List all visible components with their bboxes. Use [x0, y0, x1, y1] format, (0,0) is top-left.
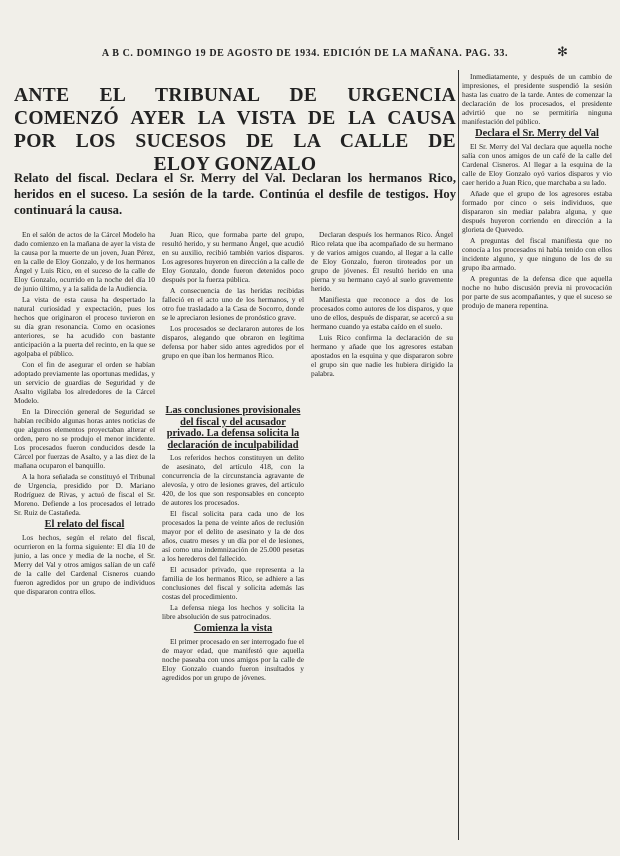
headline-line-1: ANTE EL TRIBUNAL DE URGENCIA: [14, 85, 456, 106]
page-header: A B C. DOMINGO 19 DE AGOSTO DE 1934. EDICIÓN DE LA MAÑANA. PAG. 33.: [101, 48, 509, 59]
paragraph: En la Dirección general de Seguridad se habían recibido algunas horas antes noticias de que algunos elementos proyectaban alterar el orden, pero no se produjo el menor incidente. Los procesados fueron conducidos desde la Cárcel por fuerzas de Asalto, y a las diez de la mañana ocuparon el banquillo.: [14, 407, 155, 470]
paragraph: Manifiesta que reconoce a dos de los procesados como autores de los disparos, y que uno de ellos, después de disparar, se acercó a su hermano cuando ya estaba caído en el suelo.: [311, 295, 453, 331]
column-1: [14, 230, 155, 840]
headline: [14, 84, 456, 176]
paragraph: A preguntas de la defensa dice que aquella noche no hubo discusión previa ni provocación por parte de sus acompañantes, y que el suceso se produjo de manera repentina.: [462, 273, 612, 310]
paragraph: A consecuencia de las heridas recibidas falleció en el acto uno de los hermanos, y el otro fue trasladado a la Casa de Socorro, donde se le apreciaron lesiones de pronóstico grave.: [162, 286, 304, 322]
paragraph: A la hora señalada se constituyó el Tribunal de Urgencia, presidido por D. Mariano Rodríguez de Rivas, y actuó de fiscal el Sr. Moreno. Defiende a los procesados el letrado Sr. Ruiz de Castañeda.: [14, 472, 155, 517]
paragraph: El fiscal solicita para cada uno de los procesados la pena de veinte años de reclusión mayor por el delito de asesinato y la de dos años, cuatro meses y un día por el de lesiones, así como una indemnización de 25.000 pesetas a los herederos del fallecido.: [162, 509, 304, 563]
paragraph: Añade que el grupo de los agresores estaba formado por cinco o seis individuos, que dispararon sin mediar palabra alguna, y que después huyeron corriendo en dirección a la glorieta de Quevedo.: [462, 188, 612, 234]
headline-line-2: COMENZÓ AYER LA VISTA DE LA CAUSA: [14, 108, 456, 129]
headline-line-3: POR LOS SUCESOS DE LA CALLE DE: [14, 131, 456, 152]
section-heading: Comienza la vista: [193, 623, 273, 634]
paragraph: Los procesados se declararon autores de los disparos, alegando que obraron en legítima defensa por haber sido antes agredidos por el grupo en que iban los hermanos Rico.: [162, 324, 304, 360]
star-icon: ✻: [557, 44, 568, 59]
paragraph: Juan Rico, que formaba parte del grupo, resultó herido, y su hermano Ángel, que acudió en su auxilio, recibió también varios disparos. Los agresores huyeron en dirección a la calle de Eloy Gonzalo, donde fueron detenidos poco después por la fuerza pública.: [162, 230, 304, 284]
paragraph: Inmediatamente, y después de un cambio de impresiones, el presidente suspendió la sesión hasta las cuatro de la tarde. Antes de comenzar la declaración de los procesados, el presidente advirtió que no se permitiría ninguna manifestación del público.: [462, 72, 612, 126]
paragraph: Los hechos, según el relato del fiscal, ocurrieron en la forma siguiente: El día 10 de junio, a las once y media de la noche, el Sr. Merry del Val y otros amigos salían de un café de la calle del Cardenal Cisneros cuando fueron agredidos por un grupo de individuos que dispararon contra ellos.: [14, 532, 155, 596]
subheadline: Relato del fiscal. Declara el Sr. Merry del Val. Declaran los hermanos Rico, heridos en el suceso. La sesión de la tarde. Continúa el desfile de testigos. Hoy continuará la causa.: [14, 171, 456, 217]
paragraph: La vista de esta causa ha despertado la natural curiosidad y expectación, pues los hechos que originaron el proceso tuvieron en su día gran resonancia. Como en ocasiones anteriores, se ha acudido con bastante anticipación a la puerta del recinto, en la que se agolpaba el público.: [14, 295, 155, 358]
section-heading: El relato del fiscal: [44, 519, 125, 530]
column-2: [162, 230, 304, 400]
paragraph: Luis Rico confirma la declaración de su hermano y añade que los agresores estaban apostados en la esquina y que dispararon sobre el grupo sin que nadie les hubiera dirigido la palabra.: [311, 333, 453, 378]
paragraph: Declaran después los hermanos Rico. Ángel Rico relata que iba acompañado de su hermano y de varios amigos cuando, al llegar a la calle de Eloy Gonzalo, fueron tiroteados por un grupo de jóvenes. Él resultó herido en una pierna y su hermano cayó al suelo gravemente herido.: [311, 230, 453, 293]
paragraph: El Sr. Merry del Val declara que aquella noche salía con unos amigos de un café de la calle del Cardenal Cisneros. Al llegar a la esquina de la calle de Eloy Gonzalo oyó varios disparos y vio caer herido a Juan Rico, que marchaba a su lado.: [462, 141, 612, 187]
paragraph: A preguntas del fiscal manifiesta que no conocía a los procesados ni había tenido con ellos incidente alguno, y que ninguno de los de su grupo iba armado.: [462, 235, 612, 272]
paragraph: Los referidos hechos constituyen un delito de asesinato, del artículo 418, con la concurrencia de la circunstancia agravante de alevosía, y otro de lesiones graves, del artículo 420, de los que son responsables en concepto de autores los procesados.: [162, 453, 304, 507]
paragraph: Con el fin de asegurar el orden se habían adoptado previamente las oportunas medidas, y un servicio de guardias de Seguridad y de Asalto vigilaba los alrededores de la Cárcel Modelo.: [14, 360, 155, 405]
paragraph: La defensa niega los hechos y solicita la libre absolución de sus patrocinados.: [162, 603, 304, 621]
column-divider: [458, 70, 459, 840]
paragraph: El primer procesado en ser interrogado fue el de mayor edad, que manifestó que aquella noche paseaba con unos amigos por la calle de Eloy Gonzalo cuando fueron insultados y agredidos por un grupo de jóvenes.: [162, 636, 304, 682]
column-3: [311, 230, 453, 840]
paragraph: En el salón de actos de la Cárcel Modelo ha dado comienzo en la mañana de ayer la vista de la causa por la muerte de un joven, Juan Pérez, en la calle de Eloy Gonzalo, y de los hermanos Ángel y Luis Rico, en el suceso de la calle de Eloy Gonzalo, ocurrido en la noche del día 10 de junio último, y a la salida de la Audiencia.: [14, 230, 155, 293]
section-heading: Declara el Sr. Merry del Val: [475, 128, 599, 139]
section-heading: Las conclusiones provisionales del fiscal y del acusador privado. La defensa solicita la declaración de inculpabilidad: [165, 405, 301, 451]
headline-line-4: ELOY GONZALO: [153, 154, 317, 175]
column-4: [462, 72, 612, 842]
column-2-lower: [162, 405, 304, 840]
paragraph: El acusador privado, que representa a la familia de los hermanos Rico, se adhiere a las conclusiones del fiscal y solicita además las costas del procedimiento.: [162, 565, 304, 601]
